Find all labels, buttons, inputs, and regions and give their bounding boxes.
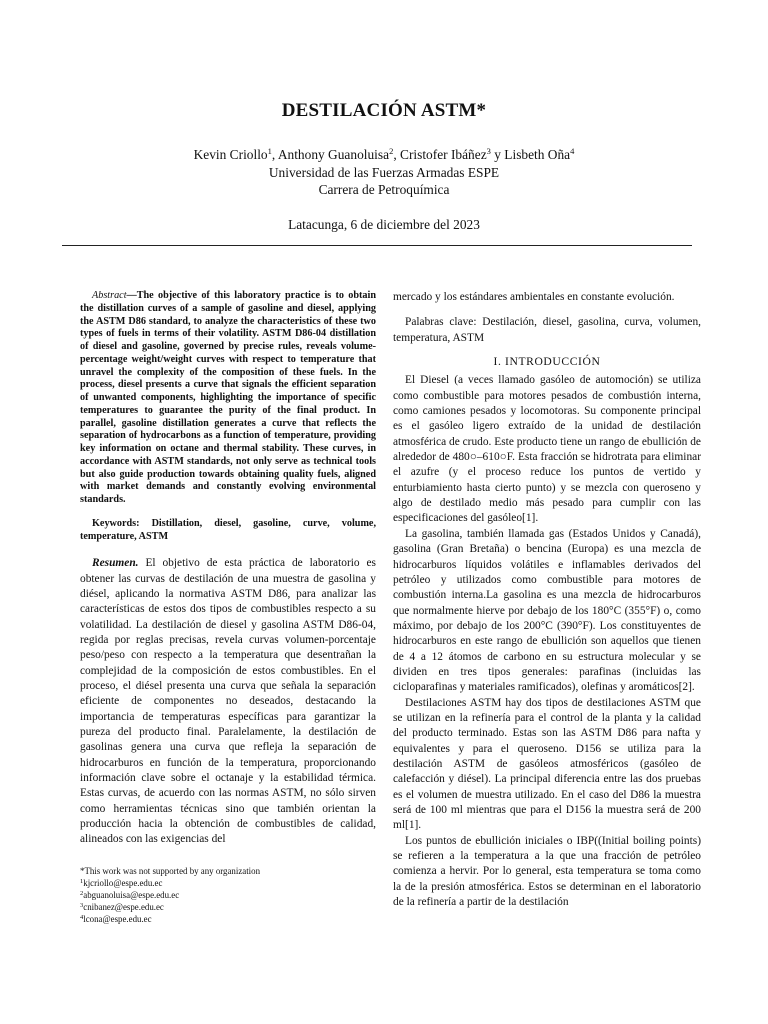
body-paragraph: Destilaciones ASTM hay dos tipos de destilaciones ASTM que se utilizan en la refinería para el control de la planta y la calidad del producto terminado. Estas son las ASTM D86 para nafta y equivalentes y para el queroseno. D156 se utiliza para la destilación ASTM de gasóleos atmosféricos (gasóleo de calefacción y diésel). La principal diferencia entre las dos pruebas es el volumen de muestra utilizado. En el caso del D86 la muestra será de 100 ml mientras que para el D156 la muestra será de 200 ml[1]. (393, 696, 701, 832)
author-name: Anthony Guanoluisa (277, 147, 390, 162)
footnote: $^1$kjcriollo@espe.edu.ec (80, 877, 163, 888)
author-separator: y (490, 147, 505, 162)
footnote: $^3$cnibanez@espe.edu.ec (80, 901, 164, 912)
author-mark: 2 (389, 146, 394, 156)
author-name: Lisbeth Oña (504, 147, 571, 162)
body-paragraph: La gasolina, también llamada gas (Estados Unidos y Canadá), gasolina (Gran Bretaña) o bencina (Europa) es una mezcla de hidrocarburos líquidos volátiles e inflamables derivados del petróleo y utilizados como combustible para motores de combustión interna.La gasolina es una mezcla de hidrocarburos que normalmente hierve por debajo de los 180°C (355°F) o, como máximo, por debajo de los 200°C (390°F). Los constituyentes de hidrocarburos en este rango de ebullición son aquellos que tienen de 4 a 12 átomos de carbono en su estructura molecular y se dividen en tres tipos generales: parafinas (incluidas las cicloparafinas y materiales ramificados), olefinas y aromáticos[2]. (393, 527, 701, 694)
author-name: Cristofer Ibáñez (400, 147, 487, 162)
abstract-label: Abstract (92, 290, 127, 301)
footnote: $^4$lcona@espe.edu.ec (80, 913, 152, 924)
body-paragraph: Los puntos de ebullición iniciales o IBP((Initial boiling points) se refieren a la temperatura a la que una fracción de petróleo comienza a hervir. Por lo general, esta temperatura se toma como la de la presión atmosférica. Estos se determinan en el laboratorio de la refinería a partir de la destilación (393, 834, 701, 909)
keywords: Keywords: Distillation, diesel, gasoline, curve, volume, temperature, ASTM (80, 517, 376, 542)
author-separator: , (271, 147, 278, 162)
right-column (393, 290, 701, 910)
header-divider (62, 245, 692, 246)
author-mark: 1 (267, 146, 272, 156)
footnote: $^2$abguanoluisa@espe.edu.ec (80, 889, 180, 900)
abstract (80, 290, 376, 507)
author-separator: , (393, 147, 401, 162)
footnote: *This work was not supported by any organization (80, 866, 261, 876)
department: Carrera de Petroquímica (318, 182, 450, 197)
abstract-dash: — (126, 290, 137, 301)
resumen-label: Resumen. (92, 557, 139, 570)
resumen-text: El objetivo de esta práctica de laboratorio es obtener las curvas de destilación de una muestra de gasolina y diésel, aplicando la normativa ASTM D86, para analizar las características de estos dos tipos de combustibles respecto a su volatilidad. La destilación de diesel y gasolina ASTM D86-04, regida por reglas precisas, revela curvas volumen-porcentaje peso/peso con respecto a la temperatura que desentrañan la complejidad de la composición de estos combustibles. En el proceso, el diésel presenta una curva que señala la separación eficiente de componentes no deseados, destacando la importancia de temperaturas específicas para garantizar la pureza del producto final. Paralelamente, la destilación de gasolinas genera una curva que refleja la separación de hidrocarburos en función de la temperatura, proporcionando información clave sobre el octanaje y la estabilidad térmica. Estas curvas, de acuerdo con las normas ASTM, no sólo sirven como herramientas técnicas sino que también orientan la producción hacia la obtención de combustibles de calidad, alineados con las exigencias del (80, 557, 376, 846)
abstract-text: The objective of this laboratory practice is to obtain the distillation curves of a sample of gasoline and diesel, applying the ASTM D86 standard, to analyze the characteristics of these two types of fuels in terms of their volatility. ASTM D86-04 distillation of diesel and gasoline, governed by precise rules, reveals volume-percentage weight/weight curves with respect to temperature that unravel the complexity of the composition of these fuels. In the process, diesel presents a curve that signals the efficient separation of unwanted components, highlighting the importance of specific temperatures to guarantee the purity of the final product. In parallel, gasoline distillation generates a curve that reflects the separation of hydrocarbons as a function of temperature, providing key information on octane and thermal stability. These curves, in accordance with ASTM standards, not only serve as technical tools but also guide production towards obtaining quality fuels, aligned with market demands and constantly evolving environmental standards. (80, 290, 376, 505)
body-paragraph: El Diesel (a veces llamado gasóleo de automoción) se utiliza como combustible para motores pesados de combustión interna, como camiones pesados y locomotoras. Su componente principal es el gasóleo ligero extraído de la unidad de destilación atmosférica de crudo. Este producto tiene un rango de ebullición de alrededor de 480○–610○F. Esta fracción se hidrotrata para eliminar el azufre (y el proceso reduce los puntos de vertido y enturbiamiento hasta cierto punto) y se mezcla con queroseno y algo de destilado medio más pesado para cumplir con las especificaciones del gasóleo[1]. (393, 374, 701, 525)
section-heading: I. INTRODUCCIÓN (493, 355, 601, 369)
resumen (80, 556, 376, 848)
author-mark: 3 (486, 146, 491, 156)
author-name: Kevin Criollo (193, 147, 268, 162)
paper-title: DESTILACIÓN ASTM* (281, 100, 487, 121)
left-column (80, 290, 376, 848)
palabras-clave: Palabras clave: Destilación, diesel, gasolina, curva, volumen, temperatura, ASTM (393, 316, 701, 344)
publication-date: Latacunga, 6 de diciembre del 2023 (288, 217, 480, 232)
resumen-continuation: mercado y los estándares ambientales en constante evolución. (393, 291, 675, 303)
author-list (0, 146, 768, 164)
university: Universidad de las Fuerzas Armadas ESPE (268, 164, 500, 180)
author-block (0, 146, 768, 199)
author-mark: 4 (570, 146, 575, 156)
footnotes (80, 866, 376, 926)
